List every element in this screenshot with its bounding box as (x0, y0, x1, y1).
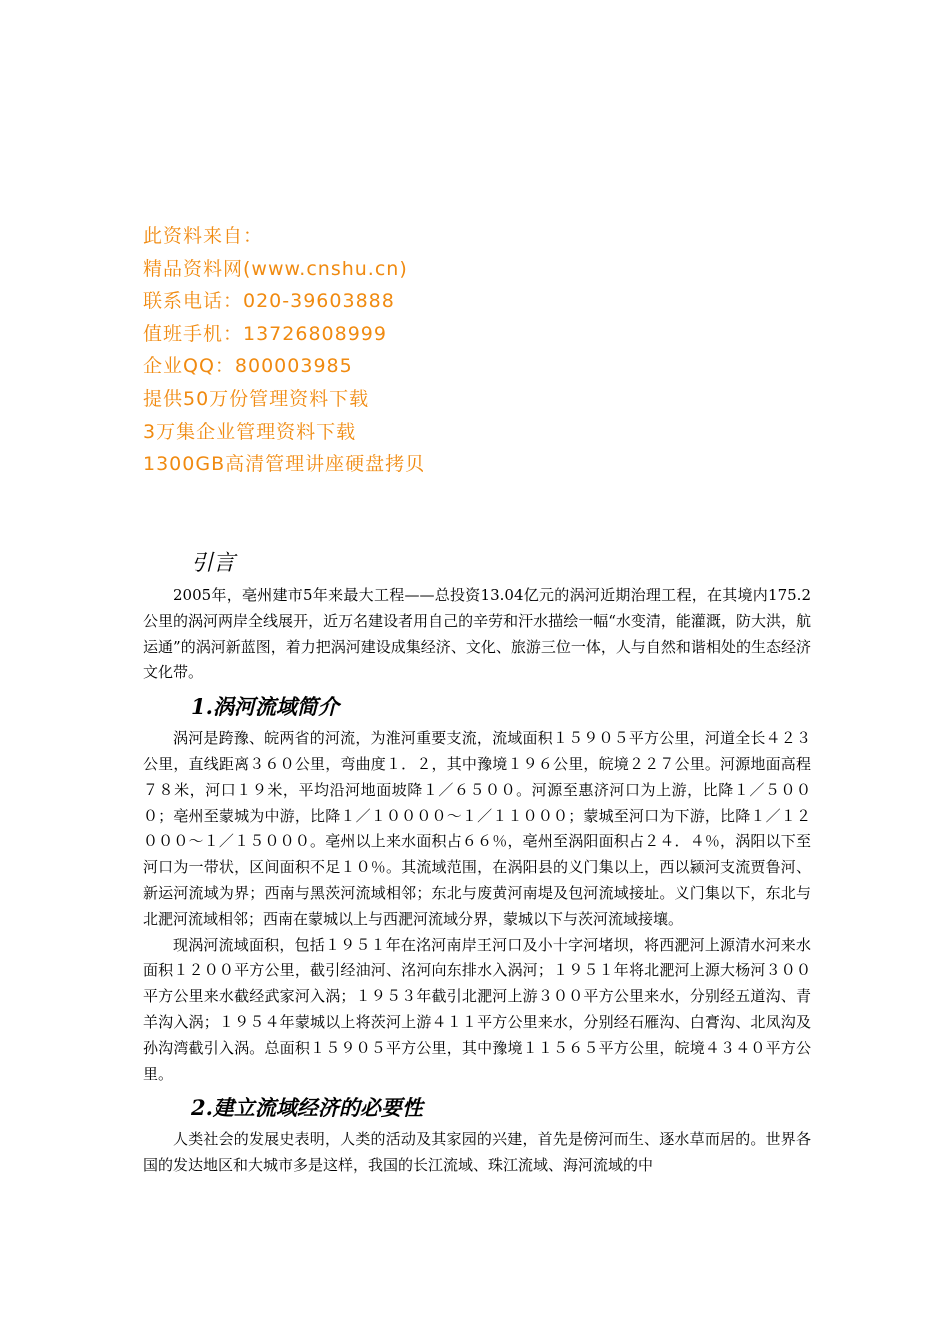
basin-paragraph-1: 涡河是跨豫、皖两省的河流，为淮河重要支流，流域面积１５９０５平方公里，河道全长４２３公里，直线距离３６０公里，弯曲度１．２，其中豫境１９６公里，皖境２２７公里。河源地面高程７８米，河口１９米，平均沿河地面坡降１／６５００。河源至惠济河口为上游，比降１／５０００；亳州至蒙城为中游，比降１／１００００～１／１１０００；蒙城至河口为下游，比降１／１２０００～１／１５０００。亳州以上来水面积占６６％，亳州至涡阳面积占２４．４％，涡阳以下至河口为一带状，区间面积不足１０％。其流域范围，在涡阳县的义门集以上，西以颍河支流贾鲁河、新运河流域为界；西南与黑茨河流域相邻；东北与废黄河南堤及包河流域接址。义门集以下，东北与北淝河流域相邻；西南在蒙城以上与西淝河流域分界，蒙城以下与茨河流域接壤。 (143, 729, 811, 928)
promo-line-phone: 联系电话：020-39603888 (143, 290, 395, 313)
promo-line-collections: 3万集企业管理资料下载 (143, 420, 357, 443)
necessity-paragraph: 人类社会的发展史表明，人类的活动及其家园的兴建，首先是傍河而生、逐水草而居的。世界各国的发达地区和大城市多是这样，我国的长江流域、珠江流域、海河流域的中 (143, 1130, 811, 1175)
section-heading-necessity: 2.建立流域经济的必要性 (191, 1095, 423, 1121)
section-heading-basin-intro: 1.涡河流域简介 (191, 694, 339, 720)
promo-line-videos: 1300GB高清管理讲座硬盘拷贝 (143, 453, 426, 476)
intro-paragraph: 2005年，亳州建市5年来最大工程——总投资13.04亿元的涡河近期治理工程，在其境内175.2公里的涡河两岸全线展开，近万名建设者用自己的辛劳和汗水描绘一幅“水变清，能灌溉，防大洪，航运通”的涡河新蓝图，着力把涡河建设成集经济、文化、旅游三位一体，人与自然和谐相处的生态经济文化带。 (143, 586, 811, 682)
source-promo-block (143, 220, 425, 481)
promo-line-mobile: 值班手机：13726808999 (143, 322, 387, 345)
promo-line-qq: 企业QQ：800003985 (143, 355, 353, 378)
document-body (143, 545, 811, 1179)
promo-line-website: 精品资料网(www.cnshu.cn) (143, 257, 408, 280)
promo-line-downloads: 提供50万份管理资料下载 (143, 387, 370, 410)
promo-line-source: 此资料来自： (143, 225, 264, 247)
section-heading-intro: 引言 (191, 551, 236, 576)
basin-paragraph-2: 现涡河流域面积，包括１９５１年在洺河南岸王河口及小十字河堵坝，将西淝河上源清水河来水面积１２００平方公里，截引经油河、洺河向东排水入涡河；１９５１年将北淝河上源大杨河３００平方公里来水截经武家河入涡；１９５３年截引北淝河上游３００平方公里来水，分别经五道沟、青羊沟入涡；１９５４年蒙城以上将茨河上游４１１平方公里来水，分别经石雁沟、白膏沟、北凤沟及孙沟湾截引入涡。总面积１５９０５平方公里，其中豫境１１５６５平方公里，皖境４３４０平方公里。 (143, 935, 811, 1083)
